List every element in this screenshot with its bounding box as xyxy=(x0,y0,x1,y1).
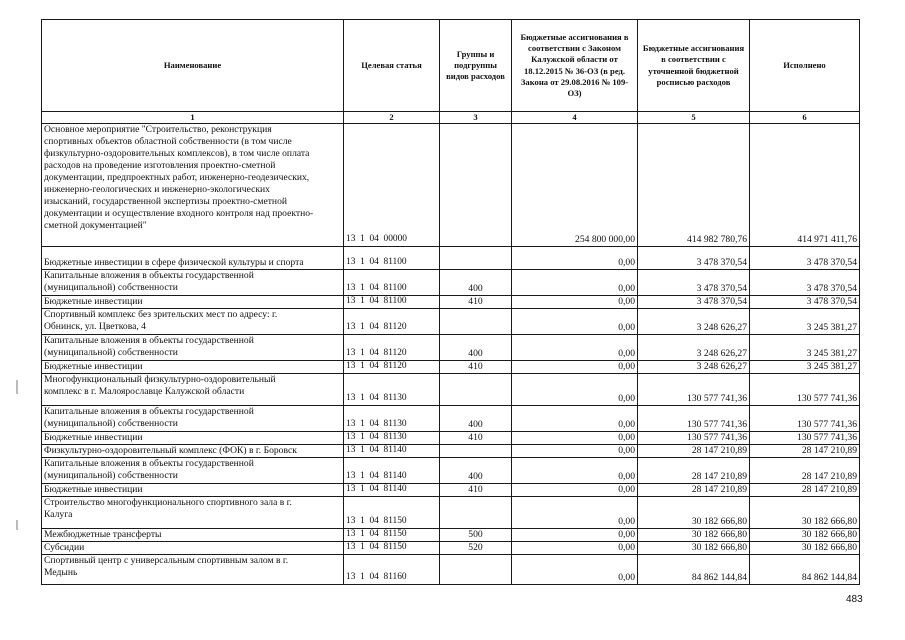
row-name: Спортивный комплекс без зрительских мест по адресу: г. Обнинск, ул. Цветкова, 4 xyxy=(42,309,344,335)
header-expense-groups: Группы и подгруппы видов расходов xyxy=(440,20,512,112)
header-budget-refined: Бюджетные ассигнования в соответствии с уточненной бюджетной росписью расходов xyxy=(638,20,750,112)
row-target-code: 13 1 04 81130 xyxy=(344,406,440,432)
row-budget-refined: 3 478 370,54 xyxy=(638,270,750,296)
table-row xyxy=(42,270,860,296)
row-expense-group: 400 xyxy=(440,406,512,432)
row-executed: 28 147 210,89 xyxy=(750,458,860,484)
row-executed: 3 245 381,27 xyxy=(750,335,860,361)
row-expense-group: 400 xyxy=(440,335,512,361)
row-budget-refined: 3 478 370,54 xyxy=(638,296,750,309)
header-name: Наименование xyxy=(42,20,344,112)
row-budget-refined: 414 982 780,76 xyxy=(638,124,750,247)
row-executed: 3 478 370,54 xyxy=(750,247,860,270)
row-expense-group: 400 xyxy=(440,458,512,484)
table-row xyxy=(42,445,860,458)
row-expense-group xyxy=(440,497,512,529)
row-expense-group xyxy=(440,309,512,335)
row-budget-law: 0,00 xyxy=(512,529,638,542)
row-expense-group xyxy=(440,124,512,247)
row-name: Строительство многофункционального спортивного зала в г. Калуга xyxy=(42,497,344,529)
table-row xyxy=(42,361,860,374)
row-budget-law: 0,00 xyxy=(512,484,638,497)
row-expense-group xyxy=(440,247,512,270)
row-expense-group: 520 xyxy=(440,542,512,555)
table-row xyxy=(42,247,860,270)
row-name: Бюджетные инвестиции xyxy=(42,296,344,309)
table-row xyxy=(42,124,860,247)
row-expense-group xyxy=(440,374,512,406)
row-budget-law: 254 800 000,00 xyxy=(512,124,638,247)
table-row xyxy=(42,542,860,555)
row-budget-law: 0,00 xyxy=(512,445,638,458)
row-budget-law: 0,00 xyxy=(512,555,638,585)
header-executed: Исполнено xyxy=(750,20,860,112)
row-name: Бюджетные инвестиции xyxy=(42,361,344,374)
row-target-code: 13 1 04 81100 xyxy=(344,270,440,296)
row-budget-law: 0,00 xyxy=(512,406,638,432)
row-executed: 3 245 381,27 xyxy=(750,361,860,374)
row-budget-law: 0,00 xyxy=(512,270,638,296)
column-number-row xyxy=(42,112,860,124)
row-name: Физкультурно-оздоровительный комплекс (ФОК) в г. Боровск xyxy=(42,445,344,458)
row-name: Многофункциональный физкультурно-оздоровительный комплекс в г. Малоярославце Калужской области xyxy=(42,374,344,406)
header-budget-law: Бюджетные ассигнования в соответствии с Законом Калужской области от 18.12.2015 № 36-ОЗ (в ред. Закона от 29.08.2016 № 109-ОЗ) xyxy=(512,20,638,112)
row-budget-refined: 30 182 666,80 xyxy=(638,529,750,542)
row-target-code: 13 1 04 81100 xyxy=(344,247,440,270)
row-expense-group xyxy=(440,555,512,585)
row-executed: 30 182 666,80 xyxy=(750,497,860,529)
row-budget-refined: 130 577 741,36 xyxy=(638,432,750,445)
table-row xyxy=(42,335,860,361)
row-expense-group: 410 xyxy=(440,296,512,309)
row-budget-law: 0,00 xyxy=(512,335,638,361)
page-number: 483 xyxy=(846,594,863,605)
row-budget-law: 0,00 xyxy=(512,247,638,270)
row-budget-law: 0,00 xyxy=(512,296,638,309)
row-budget-refined: 3 478 370,54 xyxy=(638,247,750,270)
table-row xyxy=(42,374,860,406)
header-row xyxy=(42,20,860,112)
row-target-code: 13 1 04 81140 xyxy=(344,445,440,458)
row-budget-law: 0,00 xyxy=(512,542,638,555)
row-expense-group: 410 xyxy=(440,432,512,445)
scan-artifact xyxy=(16,380,18,394)
budget-table xyxy=(41,19,860,585)
row-name: Капитальные вложения в объекты государственной (муниципальной) собственности xyxy=(42,458,344,484)
row-target-code: 13 1 04 00000 xyxy=(344,124,440,247)
row-budget-law: 0,00 xyxy=(512,458,638,484)
row-executed: 3 478 370,54 xyxy=(750,296,860,309)
row-executed: 414 971 411,76 xyxy=(750,124,860,247)
row-budget-refined: 28 147 210,89 xyxy=(638,445,750,458)
column-number: 2 xyxy=(344,112,440,124)
column-number: 6 xyxy=(750,112,860,124)
row-budget-refined: 30 182 666,80 xyxy=(638,542,750,555)
table-row xyxy=(42,406,860,432)
row-name: Бюджетные инвестиции xyxy=(42,484,344,497)
row-name: Межбюджетные трансферты xyxy=(42,529,344,542)
row-expense-group: 410 xyxy=(440,484,512,497)
row-target-code: 13 1 04 81150 xyxy=(344,542,440,555)
row-name: Спортивный центр с универсальным спортивным залом в г. Медынь xyxy=(42,555,344,585)
column-number: 4 xyxy=(512,112,638,124)
row-budget-refined: 84 862 144,84 xyxy=(638,555,750,585)
row-budget-refined: 3 248 626,27 xyxy=(638,361,750,374)
row-target-code: 13 1 04 81140 xyxy=(344,458,440,484)
row-executed: 130 577 741,36 xyxy=(750,432,860,445)
row-target-code: 13 1 04 81150 xyxy=(344,497,440,529)
row-budget-refined: 30 182 666,80 xyxy=(638,497,750,529)
column-number: 3 xyxy=(440,112,512,124)
row-target-code: 13 1 04 81100 xyxy=(344,296,440,309)
row-budget-law: 0,00 xyxy=(512,374,638,406)
row-executed: 3 478 370,54 xyxy=(750,270,860,296)
table-row xyxy=(42,432,860,445)
table-row xyxy=(42,555,860,585)
row-executed: 28 147 210,89 xyxy=(750,484,860,497)
row-target-code: 13 1 04 81120 xyxy=(344,309,440,335)
row-budget-law: 0,00 xyxy=(512,497,638,529)
row-expense-group: 400 xyxy=(440,270,512,296)
row-budget-refined: 28 147 210,89 xyxy=(638,458,750,484)
row-executed: 30 182 666,80 xyxy=(750,542,860,555)
scan-artifact xyxy=(16,520,18,530)
row-target-code: 13 1 04 81160 xyxy=(344,555,440,585)
row-name: Бюджетные инвестиции в сфере физической культуры и спорта xyxy=(42,247,344,270)
table-row xyxy=(42,458,860,484)
row-target-code: 13 1 04 81130 xyxy=(344,432,440,445)
row-target-code: 13 1 04 81120 xyxy=(344,361,440,374)
row-executed: 30 182 666,80 xyxy=(750,529,860,542)
row-target-code: 13 1 04 81120 xyxy=(344,335,440,361)
row-name: Бюджетные инвестиции xyxy=(42,432,344,445)
row-budget-refined: 3 248 626,27 xyxy=(638,309,750,335)
row-executed: 3 245 381,27 xyxy=(750,309,860,335)
row-budget-refined: 130 577 741,36 xyxy=(638,374,750,406)
row-expense-group: 410 xyxy=(440,361,512,374)
row-name: Капитальные вложения в объекты государственной (муниципальной) собственности xyxy=(42,335,344,361)
row-executed: 84 862 144,84 xyxy=(750,555,860,585)
row-executed: 28 147 210,89 xyxy=(750,445,860,458)
row-executed: 130 577 741,36 xyxy=(750,374,860,406)
row-budget-refined: 130 577 741,36 xyxy=(638,406,750,432)
row-name: Основное мероприятие "Строительство, реконструкция спортивных объектов областной собственности (в том числе физкультурно-оздоровительных комплексов), в том числе оплата расходов на проведение изготовления проектно-сметной документации, предпроектных работ, инженерно-геодезических, инженерно-геологических и инженерно-экологических изысканий, государственной экспертизы проектно-сметной документации и осуществление входного контроля над проектно- сметной документацией" xyxy=(42,124,344,247)
column-number: 1 xyxy=(42,112,344,124)
row-name: Капитальные вложения в объекты государственной (муниципальной) собственности xyxy=(42,270,344,296)
row-expense-group xyxy=(440,445,512,458)
row-budget-refined: 28 147 210,89 xyxy=(638,484,750,497)
table-row xyxy=(42,497,860,529)
row-name: Субсидии xyxy=(42,542,344,555)
table-row xyxy=(42,296,860,309)
row-budget-refined: 3 248 626,27 xyxy=(638,335,750,361)
table-row xyxy=(42,529,860,542)
row-expense-group: 500 xyxy=(440,529,512,542)
row-budget-law: 0,00 xyxy=(512,432,638,445)
row-target-code: 13 1 04 81150 xyxy=(344,529,440,542)
row-executed: 130 577 741,36 xyxy=(750,406,860,432)
table-row xyxy=(42,484,860,497)
row-budget-law: 0,00 xyxy=(512,361,638,374)
header-target-article: Целевая статья xyxy=(344,20,440,112)
row-name: Капитальные вложения в объекты государственной (муниципальной) собственности xyxy=(42,406,344,432)
column-number: 5 xyxy=(638,112,750,124)
row-target-code: 13 1 04 81130 xyxy=(344,374,440,406)
row-budget-law: 0,00 xyxy=(512,309,638,335)
table-row xyxy=(42,309,860,335)
row-target-code: 13 1 04 81140 xyxy=(344,484,440,497)
